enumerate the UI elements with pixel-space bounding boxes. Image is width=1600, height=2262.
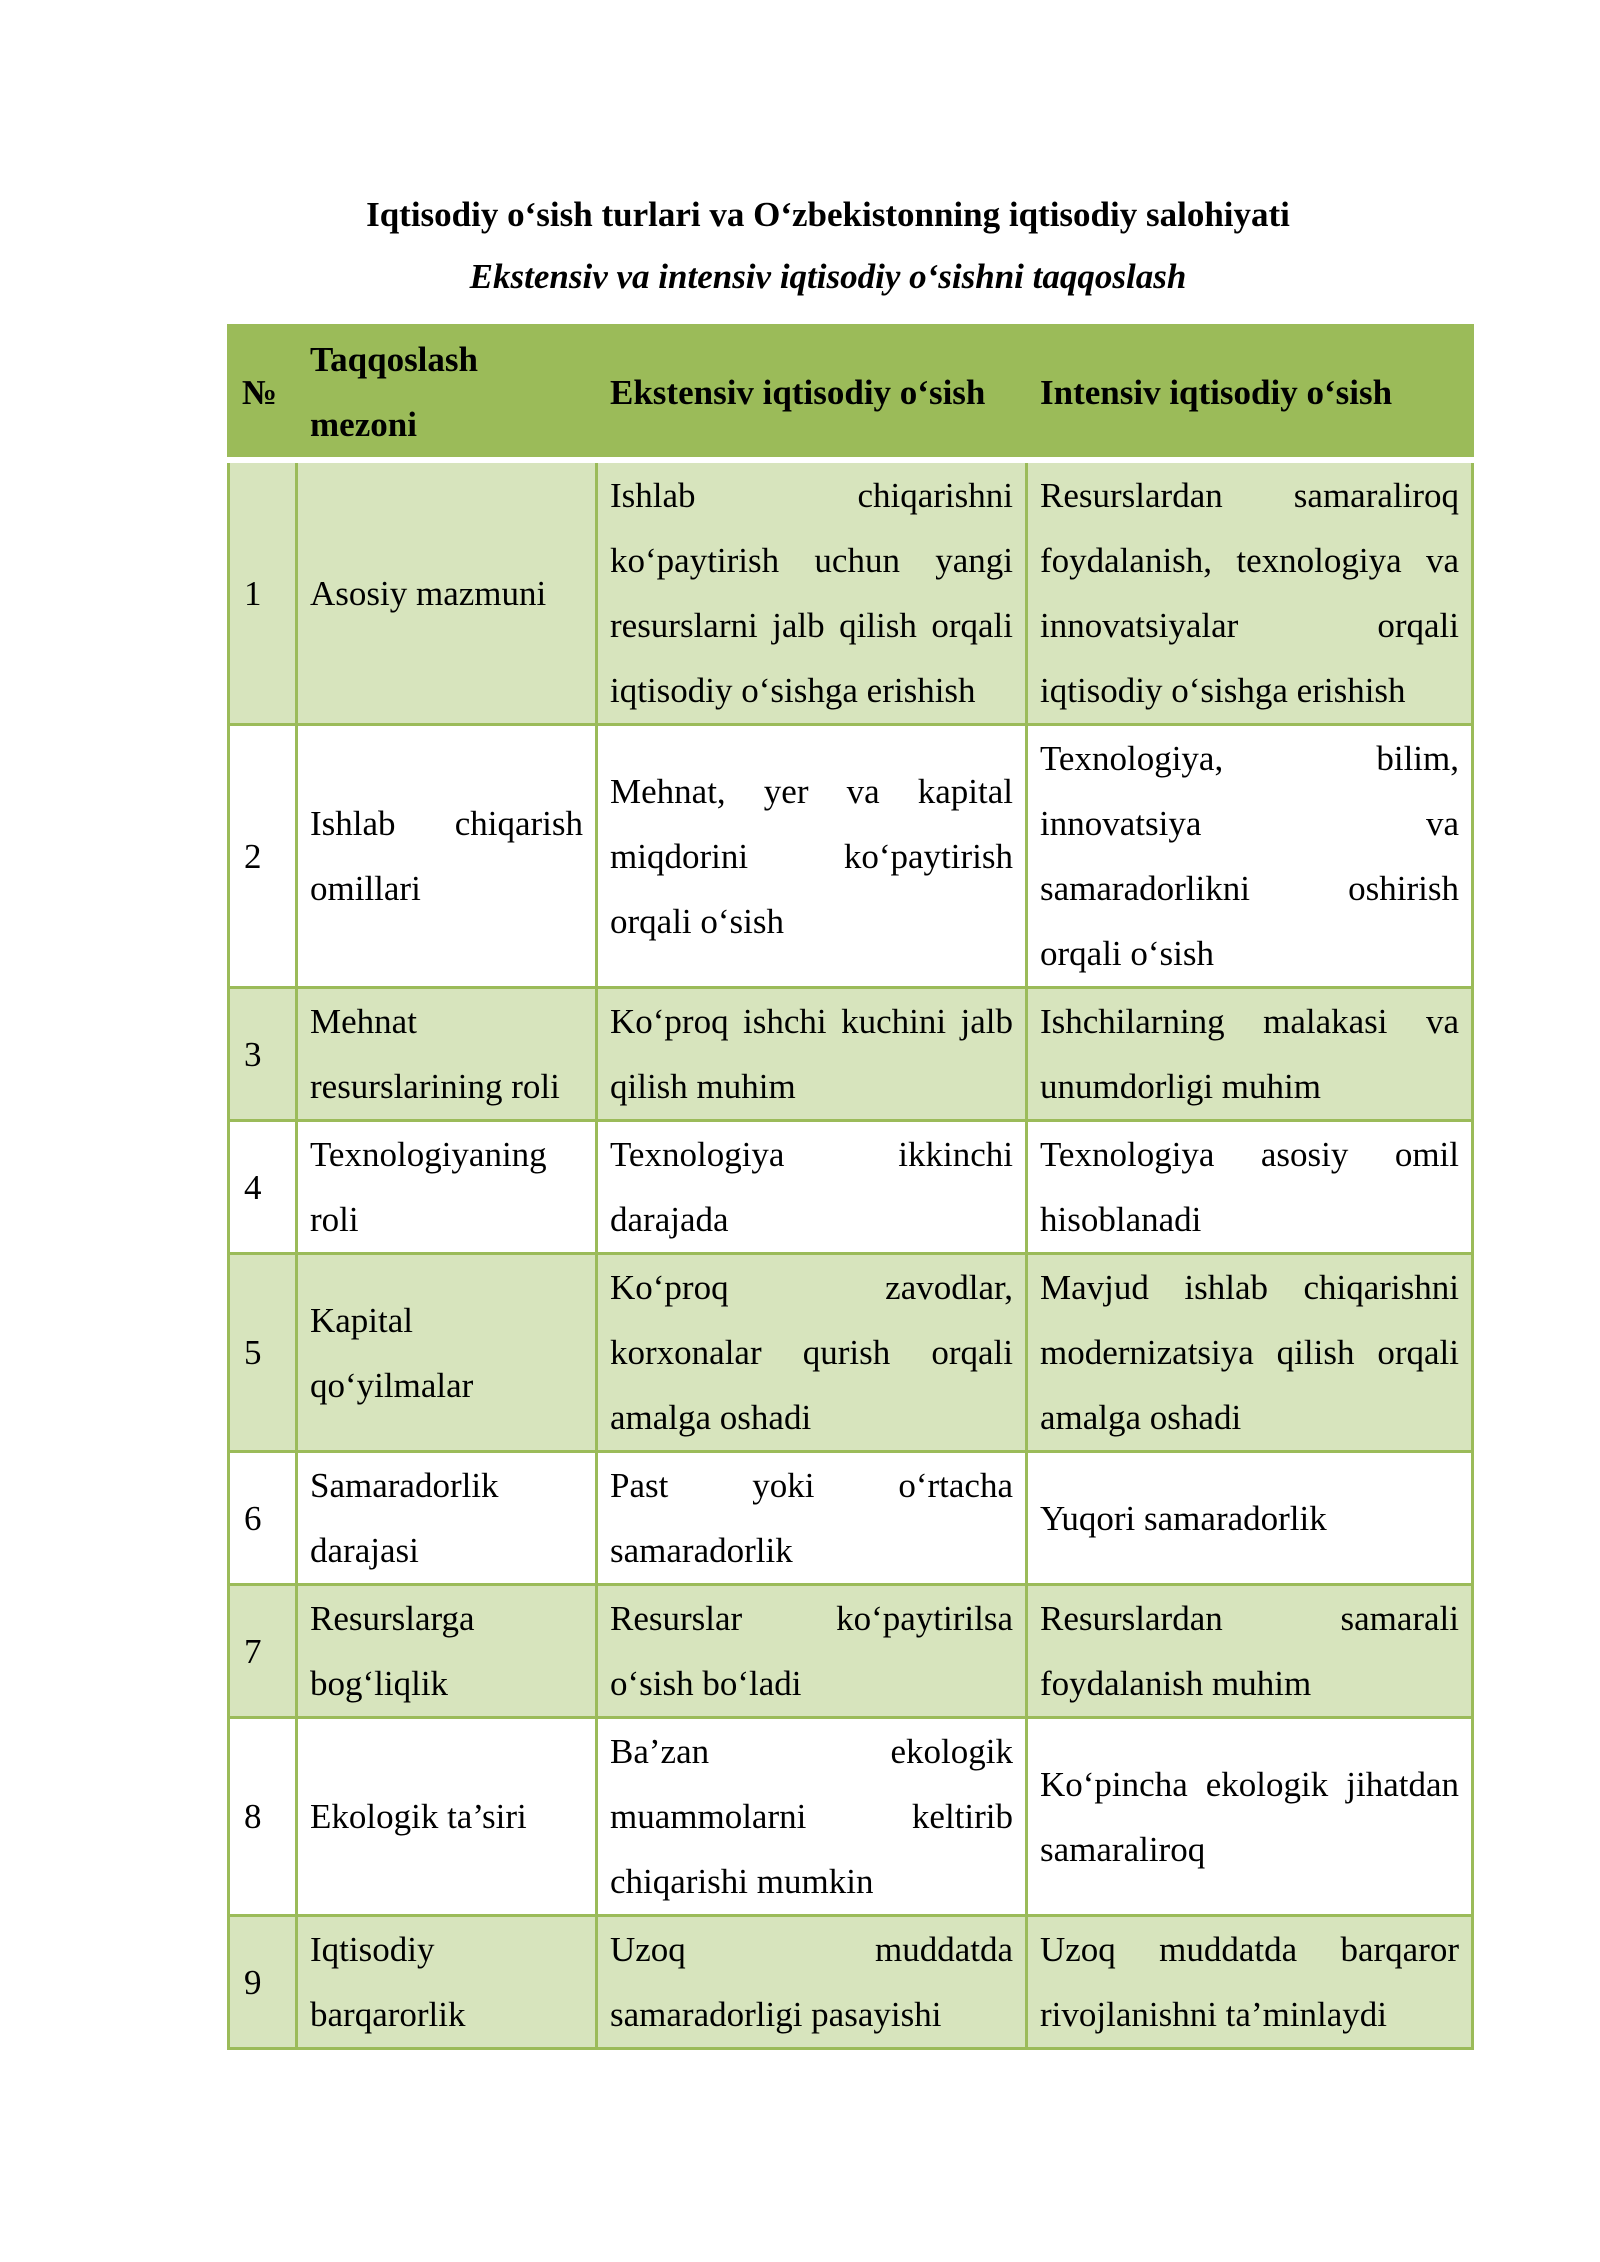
row-extensive: Past yoki o‘rtacha samaradorlik (597, 1452, 1027, 1585)
comparison-table (227, 324, 1474, 2050)
row-extensive: Mehnat, yer va kapital miqdorini ko‘paytirish orqali o‘sish (597, 725, 1027, 988)
row-intensive: Resurslardan samarali foydalanish muhim (1027, 1585, 1473, 1718)
row-intensive: Yuqori samaradorlik (1027, 1452, 1473, 1585)
table-row (229, 1585, 1473, 1718)
row-intensive: Texnologiya, bilim, innovatsiya va samaradorlikni oshirish orqali o‘sish (1027, 725, 1473, 988)
row-number: 3 (229, 988, 297, 1121)
row-intensive: Ishchilarning malakasi va unumdorligi muhim (1027, 988, 1473, 1121)
document-title: Iqtisodiy o‘sish turlari va O‘zbekistonning iqtisodiy salohiyati (366, 195, 1290, 234)
row-extensive: Ko‘proq zavodlar, korxonalar qurish orqali amalga oshadi (597, 1254, 1027, 1452)
row-criterion: Samaradorlik darajasi (297, 1452, 597, 1585)
row-extensive: Ishlab chiqarishni ko‘paytirish uchun yangi resurslarni jalb qilish orqali iqtisodiy o‘sishga erishish (597, 460, 1027, 725)
table-row (229, 1916, 1473, 2049)
row-number: 9 (229, 1916, 297, 2049)
table-header-row (229, 326, 1473, 461)
row-number: 8 (229, 1718, 297, 1916)
table-row (229, 1718, 1473, 1916)
table-row (229, 1254, 1473, 1452)
row-intensive: Texnologiya asosiy omil hisoblanadi (1027, 1121, 1473, 1254)
row-criterion: Ishlab chiqarish omillari (297, 725, 597, 988)
row-intensive: Ko‘pincha ekologik jihatdan samaraliroq (1027, 1718, 1473, 1916)
row-extensive: Uzoq muddatda samaradorligi pasayishi (597, 1916, 1027, 2049)
row-extensive: Ba’zan ekologik muammolarni keltirib chiqarishi mumkin (597, 1718, 1027, 1916)
row-intensive: Uzoq muddatda barqaror rivojlanishni ta’minlaydi (1027, 1916, 1473, 2049)
row-number: 6 (229, 1452, 297, 1585)
header-number: № (229, 326, 297, 461)
table-row (229, 725, 1473, 988)
table-row (229, 1452, 1473, 1585)
row-criterion: Mehnat resurslarining roli (297, 988, 597, 1121)
table-row (229, 1121, 1473, 1254)
header-intensive: Intensiv iqtisodiy o‘sish (1027, 326, 1473, 461)
row-number: 7 (229, 1585, 297, 1718)
row-extensive: Texnologiya ikkinchi darajada (597, 1121, 1027, 1254)
row-criterion: Asosiy mazmuni (297, 460, 597, 725)
row-criterion: Iqtisodiy barqarorlik (297, 1916, 597, 2049)
row-criterion: Kapital qo‘yilmalar (297, 1254, 597, 1452)
row-criterion: Texnologiyaning roli (297, 1121, 597, 1254)
header-extensive: Ekstensiv iqtisodiy o‘sish (597, 326, 1027, 461)
row-criterion: Ekologik ta’siri (297, 1718, 597, 1916)
document-subtitle: Ekstensiv va intensiv iqtisodiy o‘sishni taqqoslash (469, 257, 1187, 296)
table-row (229, 460, 1473, 725)
row-extensive: Ko‘proq ishchi kuchini jalb qilish muhim (597, 988, 1027, 1121)
row-intensive: Mavjud ishlab chiqarishni modernizatsiya qilish orqali amalga oshadi (1027, 1254, 1473, 1452)
row-number: 4 (229, 1121, 297, 1254)
table-row (229, 988, 1473, 1121)
row-number: 2 (229, 725, 297, 988)
row-number: 1 (229, 460, 297, 725)
row-criterion: Resurslarga bog‘liqlik (297, 1585, 597, 1718)
row-extensive: Resurslar ko‘paytirilsa o‘sish bo‘ladi (597, 1585, 1027, 1718)
row-intensive: Resurslardan samaraliroq foydalanish, texnologiya va innovatsiyalar orqali iqtisodiy o‘sishga erishish (1027, 460, 1473, 725)
header-criterion: Taqqoslash mezoni (297, 326, 597, 461)
row-number: 5 (229, 1254, 297, 1452)
